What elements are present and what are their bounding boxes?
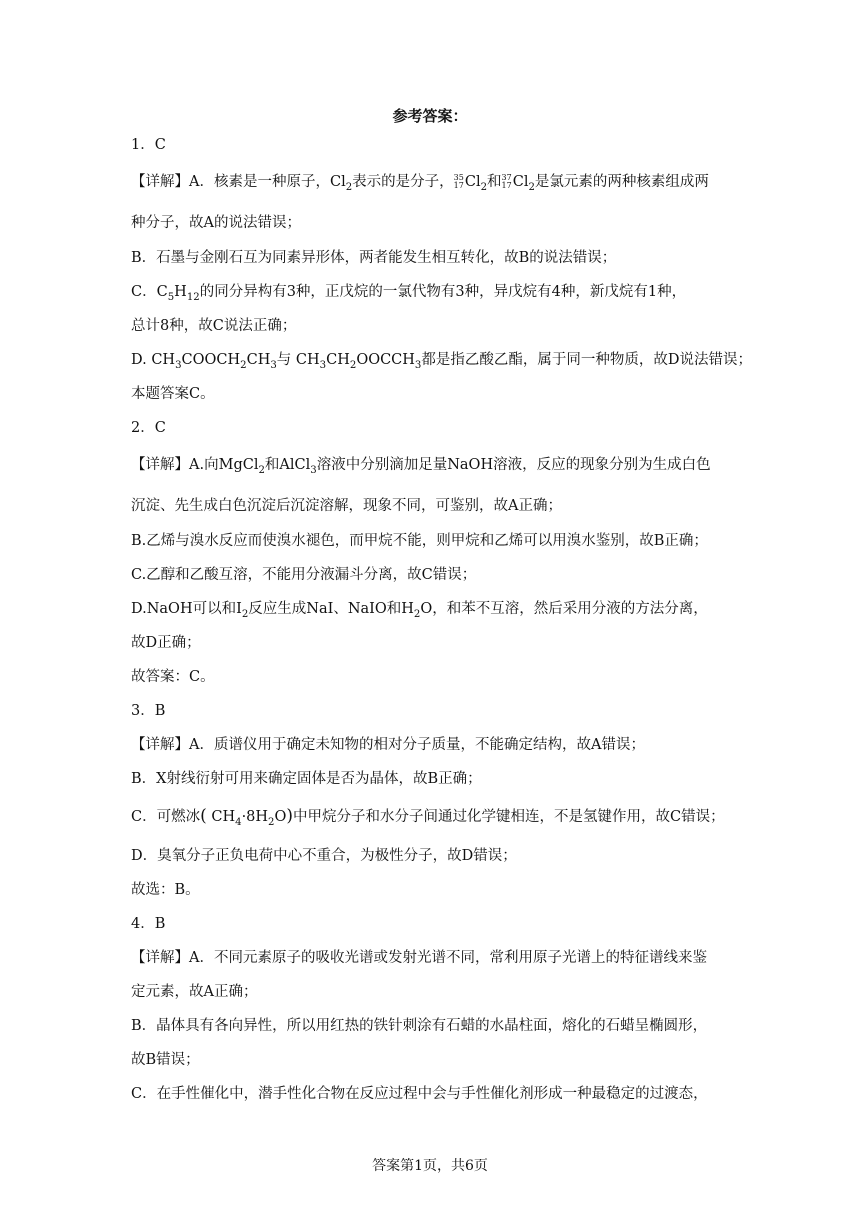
q3-line-5: 故选：B。 (131, 882, 200, 898)
q1-line-5: 总计8种，故C说法正确； (131, 318, 297, 334)
q4-line-2: 定元素，故A正确； (131, 984, 258, 1000)
q3-line-2: B．X射线衍射可用来确定固体是否为晶体，故B正确； (131, 771, 482, 787)
q2-line-3: B.乙烯与溴水反应而使溴水褪色，而甲烷不能，则甲烷和乙烯可以用溴水鉴别，故B正确； (131, 533, 708, 549)
q1-line-1: 【详解】A．核素是一种原子，$Cl_2$表示的是分子， 35 17 $Cl_2$和 37 17 $Cl_2$是氯元素的两种核素组成两 (131, 173, 709, 193)
q2-line-1: 【详解】A.向MgCl$_2$和AlCl$_3$溶液中分别滴加足量NaOH溶液，反应的现象分别为生成白色 (131, 457, 711, 476)
q3-line-3: C．可燃冰( $CH_4\cdot 8H_2O$)中甲烷分子和水分子间通过化学键相连，不是氢键作用，故C错误； (131, 806, 725, 828)
q2-number: 2．C (131, 420, 166, 436)
q2-line-7: 故答案：C。 (131, 669, 215, 685)
q4-line-3: B．晶体具有各向异性，所以用红热的铁针刺涂有石蜡的水晶柱面，熔化的石蜡呈椭圆形， (131, 1018, 708, 1034)
q1-line-4: C．$C_5H_{12}$的同分异构有3种，正戊烷的一氯代物有3种，异戊烷有4种，新戊烷有1种， (131, 284, 687, 303)
q1-line-2: 种分子，故A的说法错误； (131, 215, 301, 231)
q2-line-4: C.乙醇和乙酸互溶，不能用分液漏斗分离，故C错误； (131, 567, 477, 583)
q4-line-5: C．在手性催化中，潜手性化合物在反应过程中会与手性催化剂形成一种最稳定的过渡态， (131, 1086, 708, 1102)
q2-line-6: 故D正确； (131, 635, 201, 651)
q3-number: 3．B (131, 703, 166, 719)
q1-line-3: B．石墨与金刚石互为同素异形体，两者能发生相互转化，故B的说法错误； (131, 250, 617, 266)
q3-line-4: D．臭氧分子正负电荷中心不重合，为极性分子，故D错误； (131, 848, 517, 864)
q2-line-5: D.NaOH可以和$I_2$反应生成NaI、NaIO和$H_2O$，和苯不互溶，然后采用分液的方法分离， (131, 601, 708, 620)
page-footer: 答案第1页，共6页 (372, 1158, 488, 1174)
q1-number: 1．C (131, 137, 166, 153)
q3-line-1: 【详解】A．质谱仪用于确定未知物的相对分子质量，不能确定结构，故A错误； (131, 737, 645, 753)
q1-line-6: D. $CH_3COOCH_2CH_3$与 $CH_3CH_2OOCCH_3$都是指乙酸乙酯，属于同一种物质，故D说法错误； (131, 352, 752, 371)
q4-line-1: 【详解】A．不同元素原子的吸收光谱或发射光谱不同，常利用原子光谱上的特征谱线来鉴 (131, 950, 707, 966)
q4-line-4: 故B错误； (131, 1052, 200, 1068)
q4-number: 4．B (131, 916, 166, 932)
page-title: 参考答案： (392, 107, 468, 125)
q2-line-2: 沉淀、先生成白色沉淀后沉淀溶解，现象不同，可鉴别，故A正确； (131, 498, 562, 514)
q1-line-7: 本题答案C。 (131, 386, 215, 402)
